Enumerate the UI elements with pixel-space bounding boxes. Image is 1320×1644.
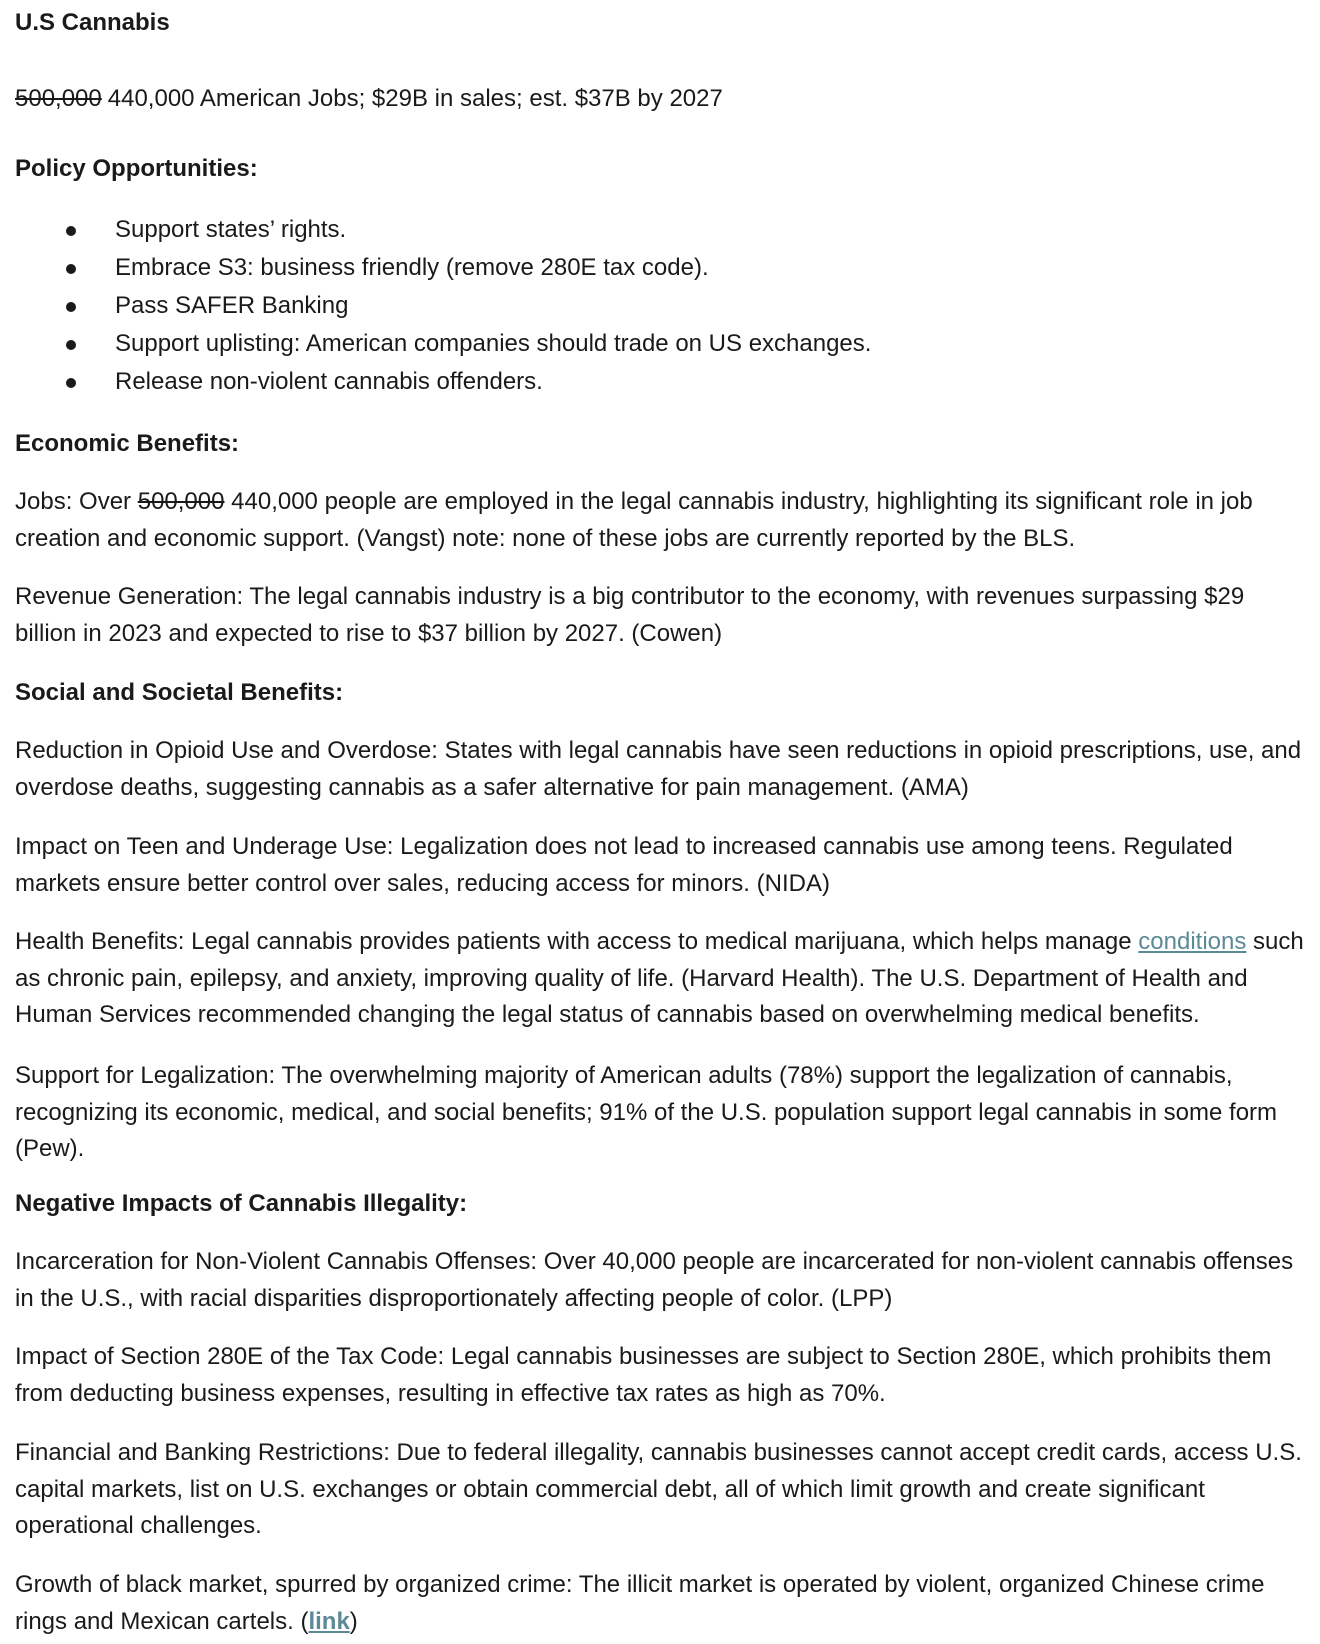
teen-paragraph: Impact on Teen and Underage Use: Legalization does not lead to increased cannabis use among teens. Regulated markets ensure better control over sales, reducing access for minors. (NIDA) (15, 833, 1233, 897)
list-item-text: Support uplisting: American companies should trade on US exchanges. (115, 330, 872, 357)
social-heading: Social and Societal Benefits: (15, 679, 344, 706)
negative-heading: Negative Impacts of Cannabis Illegality: (15, 1190, 468, 1217)
policy-list (0, 214, 1300, 404)
list-item (0, 366, 1300, 404)
banking-paragraph: Financial and Banking Restrictions: Due to federal illegality, cannabis businesses cannot accept credit cards, access U.S. capital markets, list on U.S. exchanges or obtain commercial debt, all of which limit growth and create significant operational challenges. (15, 1439, 1302, 1539)
list-item-text: Support states’ rights. (115, 216, 347, 243)
bullet-icon (66, 340, 76, 350)
summary-old-jobs: 500,000 (15, 85, 102, 112)
bullet-icon (66, 378, 76, 388)
source-link[interactable]: link (308, 1607, 350, 1635)
conditions-link[interactable]: conditions (1138, 928, 1247, 955)
bullet-icon (66, 264, 76, 274)
policy-heading: Policy Opportunities: (15, 155, 258, 182)
jobs-old-value: 500,000 (137, 488, 225, 515)
list-item-text: Pass SAFER Banking (115, 292, 349, 319)
incarceration-paragraph: Incarceration for Non-Violent Cannabis Offenses: Over 40,000 people are incarcerated for non-violent cannabis offenses in the U.S., with racial disparities disproportionately affecting people of color. (LPP) (15, 1248, 1294, 1312)
economic-heading: Economic Benefits: (15, 430, 240, 457)
tax-paragraph: Impact of Section 280E of the Tax Code: Legal cannabis businesses are subject to Section 280E, which prohibits them from deducting business expenses, resulting in effective tax rates as high as 70%. (15, 1343, 1272, 1407)
summary-line (15, 83, 723, 115)
list-item-text: Release non-violent cannabis offenders. (115, 368, 543, 395)
bullet-icon (66, 302, 76, 312)
black-market-text-post: ) (349, 1607, 358, 1635)
list-item (0, 214, 1300, 252)
list-item (0, 290, 1300, 328)
health-text-post: such as chronic pain, epilepsy, and anxiety, improving quality of life. (Harvard Health). The U.S. Department of Health and Human Services recommended changing the legal status of cannabis based on overwhelming medical benefits. (15, 928, 1304, 1028)
health-paragraph (15, 924, 1310, 1034)
document-title: U.S Cannabis (15, 9, 170, 36)
health-text-pre: Health Benefits: Legal cannabis provides patients with access to medical marijuana, which helps manage (15, 928, 1139, 955)
list-item (0, 252, 1300, 290)
jobs-text-post: 440,000 people are employed in the legal cannabis industry, highlighting its significant role in job creation and economic support. (Vangst) note: none of these jobs are currently reported by the BLS. (15, 488, 1253, 552)
support-paragraph: Support for Legalization: The overwhelming majority of American adults (78%) support the legalization of cannabis, recognizing its economic, medical, and social benefits; 91% of the U.S. population support legal cannabis in some form (Pew). (15, 1062, 1278, 1162)
list-item (0, 328, 1300, 366)
jobs-paragraph (15, 484, 1310, 557)
black-market-paragraph (15, 1567, 1310, 1640)
list-item-text: Embrace S3: business friendly (remove 280E tax code). (115, 254, 709, 281)
jobs-text-pre: Jobs: Over (15, 488, 138, 515)
revenue-paragraph: Revenue Generation: The legal cannabis industry is a big contributor to the economy, with revenues surpassing $29 billion in 2023 and expected to rise to $37 billion by 2027. (Cowen) (15, 583, 1245, 647)
opioid-paragraph: Reduction in Opioid Use and Overdose: States with legal cannabis have seen reductions in opioid prescriptions, use, and overdose deaths, suggesting cannabis as a safer alternative for pain management. (AMA) (15, 737, 1302, 801)
black-market-text-pre: Growth of black market, spurred by organized crime: The illicit market is operated by violent, organized Chinese crime rings and Mexican cartels. ( (15, 1571, 1265, 1635)
summary-text: 440,000 American Jobs; $29B in sales; est. $37B by 2027 (107, 85, 723, 112)
bullet-icon (66, 226, 76, 236)
